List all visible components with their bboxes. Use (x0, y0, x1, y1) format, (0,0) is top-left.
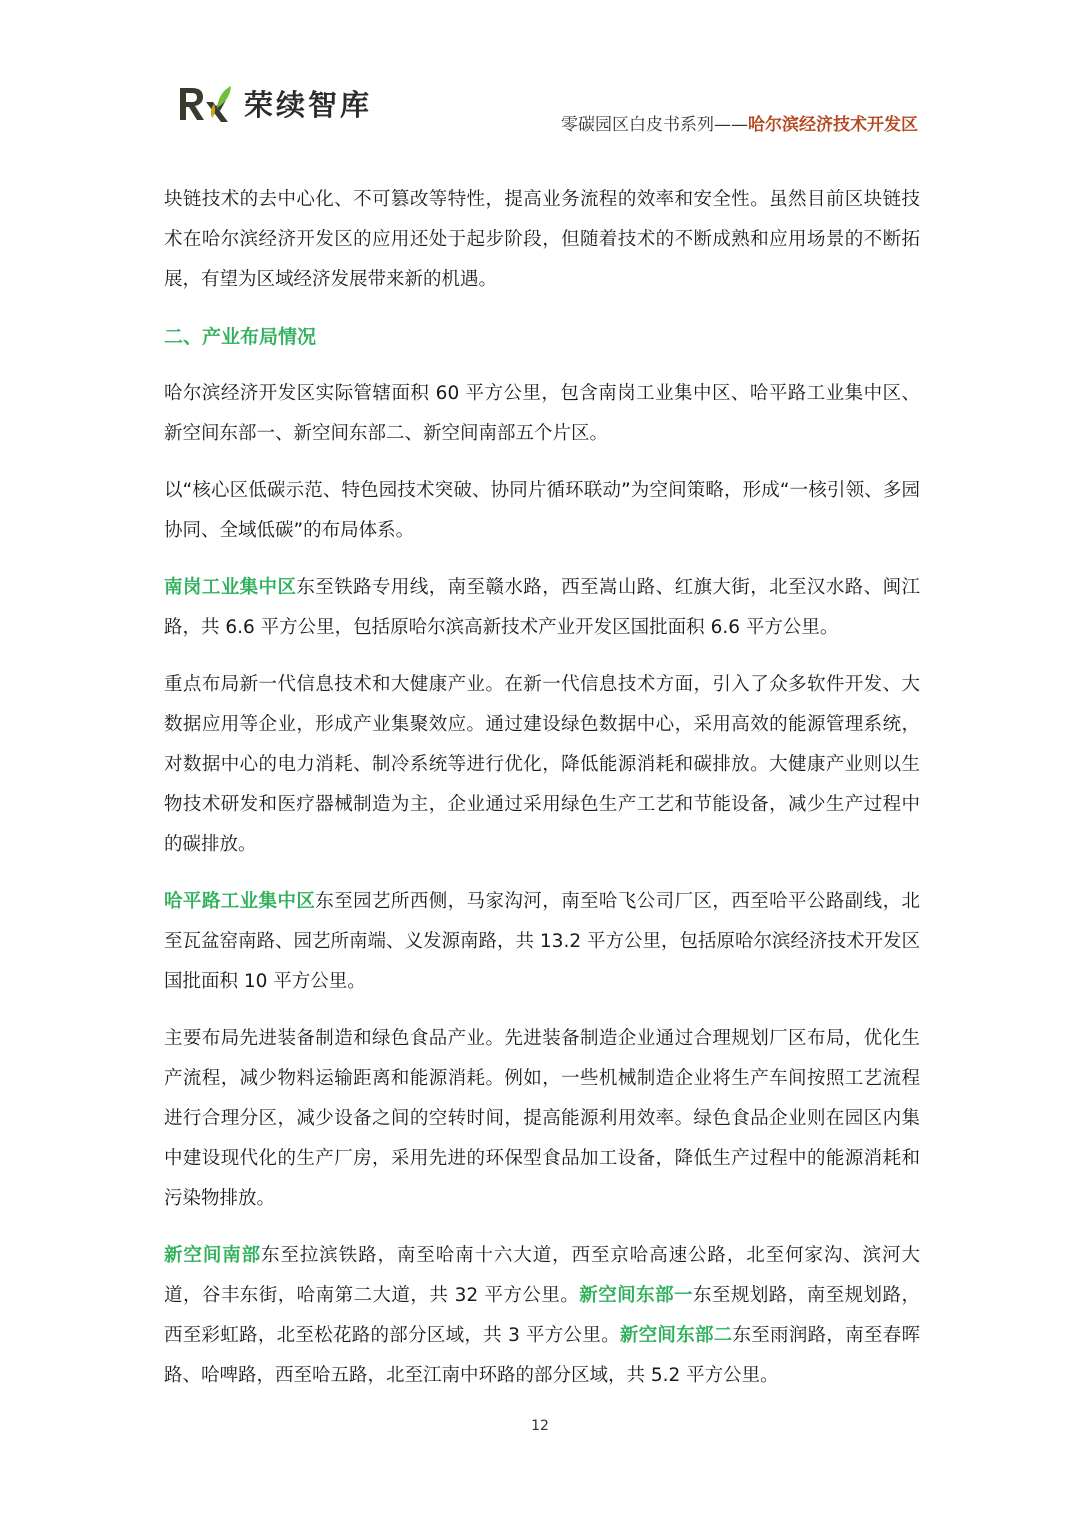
highlight-nangang-zone: 南岗工业集中区 (164, 577, 297, 598)
paragraph-area-overview: 哈尔滨经济开发区实际管辖面积 60 平方公里，包含南岗工业集中区、哈平路工业集中区、新空间东部一、新空间东部二、新空间南部五个片区。 (164, 383, 920, 444)
brand-name: 荣续智库 (244, 87, 373, 122)
highlight-new-space-south: 新空间南部 (164, 1245, 262, 1266)
new-space-south-text: 东至拉滨铁路，南至哈南十六大道，西至京哈高速公路，北至何家沟、滨河大道，谷丰东街，哈南第二大道，共 32 平方公里。 (164, 1245, 920, 1306)
new-space-east-1-text: 东至规划路，南至规划路，西至彩虹路，北至松花路的部分区域，共 3 平方公里。 (164, 1285, 920, 1346)
paragraph-spatial-strategy: 以“核心区低碳示范、特色园技术突破、协同片循环联动”为空间策略，形成“一核引领、多园协同、全域低碳”的布局体系。 (164, 480, 920, 541)
new-space-east-2-text: 东至雨润路，南至春晖路、哈啤路，西至哈五路，北至江南中环路的部分区域，共 5.2 平方公里。 (164, 1325, 920, 1386)
paragraph-hapinglu-industries: 主要布局先进装备制造和绿色食品产业。先进装备制造企业通过合理规划厂区布局，优化生产流程，减少物料运输距离和能源消耗。例如，一些机械制造企业将生产车间按照工艺流程进行合理分区，减少设备之间的空转时间，提高能源利用效率。绿色食品企业则在园区内集中建设现代化的生产厂房，采用先进的环保型食品加工设备，降低生产过程中的能源消耗和污染物排放。 (164, 1028, 920, 1209)
highlight-new-space-east-1: 新空间东部一 (579, 1285, 693, 1306)
series-accent: 哈尔滨经济技术开发区 (748, 115, 918, 135)
rx-leaf-logo-icon (176, 82, 232, 124)
page-number: 12 (531, 1418, 549, 1434)
section-heading-industry-layout: 二、产业布局情况 (164, 326, 317, 348)
document-series-title (561, 110, 918, 135)
series-prefix: 零碳园区白皮书系列—— (561, 115, 748, 135)
brand-logo (176, 80, 372, 126)
hapinglu-zone-text: 东至园艺所西侧，马家沟河，南至哈飞公司厂区，西至哈平公路副线，北至瓦盆窑南路、园艺所南端、义发源南路，共 13.2 平方公里，包括原哈尔滨经济技术开发区国批面积 10 平方公里。 (164, 891, 920, 992)
highlight-hapinglu-zone: 哈平路工业集中区 (164, 891, 316, 912)
highlight-new-space-east-2: 新空间东部二 (619, 1325, 733, 1346)
paragraph-nangang-zone (164, 568, 920, 648)
paragraph-nangang-industries: 重点布局新一代信息技术和大健康产业。在新一代信息技术方面，引入了众多软件开发、大数据应用等企业，形成产业集聚效应。通过建设绿色数据中心，采用高效的能源管理系统，对数据中心的电力消耗、制冷系统等进行优化，降低能源消耗和碳排放。大健康产业则以生物技术研发和医疗器械制造为主，企业通过采用绿色生产工艺和节能设备，减少生产过程中的碳排放。 (164, 674, 920, 855)
document-body (164, 180, 920, 1413)
paragraph-blockchain: 块链技术的去中心化、不可篡改等特性，提高业务流程的效率和安全性。虽然目前区块链技术在哈尔滨经济开发区的应用还处于起步阶段，但随着技术的不断成熟和应用场景的不断拓展，有望为区域经济发展带来新的机遇。 (164, 189, 920, 290)
paragraph-hapinglu-zone (164, 882, 920, 1002)
paragraph-new-space-zones (164, 1236, 920, 1396)
nangang-zone-text: 东至铁路专用线，南至赣水路，西至嵩山路、红旗大街，北至汉水路、闽江路，共 6.6 平方公里，包括原哈尔滨高新技术产业开发区国批面积 6.6 平方公里。 (164, 577, 920, 638)
